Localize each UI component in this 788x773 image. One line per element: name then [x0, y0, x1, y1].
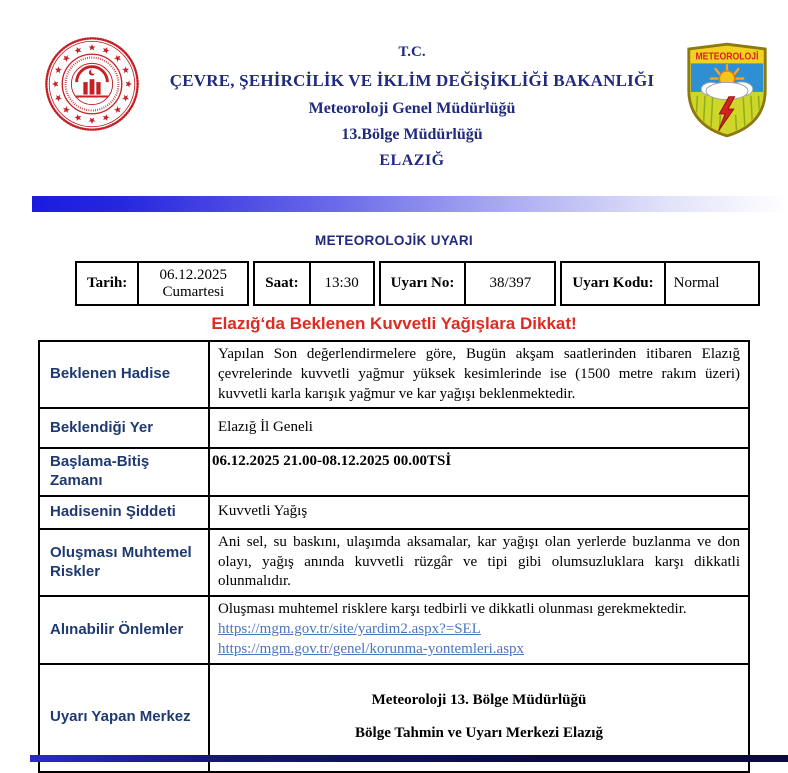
row-label: Başlama-Bitiş Zamanı [40, 449, 210, 495]
table-row-beklendigi-yer [40, 409, 748, 449]
header-tc: T.C. [398, 44, 426, 60]
ministry-emblem-icon [44, 36, 140, 137]
mgm-yardim-link[interactable]: https://mgm.gov.tr/site/yardim2.aspx?=SEL [218, 621, 481, 638]
bottom-gradient-bar [30, 755, 788, 762]
header-region-directorate: 13.Bölge Müdürlüğü [341, 126, 483, 143]
section-title: METEOROLOJİK UYARI [315, 233, 473, 248]
table-row-beklenen-hadise [40, 342, 748, 409]
row-value: Yapılan Son değerlendirmelere göre, Bugün akşam saatlerinden itibaren Elazığ çevrelerinde kuvvetli yağmur yüksek kesimlerinde ise (1500 metre rakım üzeri) kuvvetli karla karışık yağmur ve kar yağışı beklenmektedir. [218, 346, 740, 402]
row-label: Hadisenin Şiddeti [40, 497, 210, 528]
info-box-tarih [75, 261, 249, 306]
row-value: Kuvvetli Yağış [218, 503, 308, 520]
info-bar [75, 261, 745, 306]
info-box-uyari-no [379, 261, 557, 306]
tarih-label: Tarih: [77, 263, 139, 304]
meteoroloji-logo-text: METEOROLOJİ [695, 50, 770, 63]
merkez-line2: Bölge Tahmin ve Uyarı Merkezi Elazığ [355, 725, 603, 742]
row-label: Uyarı Yapan Merkez [40, 665, 210, 771]
header-general-directorate: Meteoroloji Genel Müdürlüğü [308, 100, 516, 117]
tarih-value: 06.12.2025 Cumartesi [159, 267, 228, 300]
saat-value: 13:30 [324, 275, 359, 292]
row-label: Beklendiği Yer [40, 409, 210, 447]
uyari-no-label: Uyarı No: [381, 263, 467, 304]
row-value: Elazığ İl Geneli [218, 419, 313, 436]
saat-label: Saat: [255, 263, 310, 304]
table-row-alinabilir-onlemler [40, 597, 748, 664]
meteoroloji-logo-icon [684, 36, 770, 145]
header-city: ELAZIĞ [379, 152, 445, 169]
merkez-line1: Meteoroloji 13. Bölge Müdürlüğü [371, 692, 587, 709]
header-ministry: ÇEVRE, ŞEHİRCİLİK VE İKLİM DEĞİŞİKLİĞİ BAKANLIĞI [169, 71, 655, 90]
uyari-kodu-value: Normal [673, 275, 720, 292]
document-header [0, 0, 788, 170]
alert-title: Elazığ‘da Beklenen Kuvvetli Yağışlara Dikkat! [211, 314, 577, 333]
uyari-kodu-label: Uyarı Kodu: [562, 263, 665, 304]
mgm-korunma-link[interactable]: https://mgm.gov.tr/genel/korunma-yontemleri.aspx [218, 640, 525, 657]
info-box-uyari-kodu [560, 261, 759, 306]
row-value: Ani sel, su baskını, ulaşımda aksamalar, kar yağışı olan yerlerde buzlanma ve don olayı, yağış anında kuvvetli rüzgâr ve tipi gibi olumsuzluklara karşı dikkatli olunmalıdır. [218, 533, 740, 590]
table-row-baslama-bitis [40, 449, 748, 497]
info-box-saat [253, 261, 374, 306]
row-label: Beklenen Hadise [40, 342, 210, 407]
row-value [210, 597, 748, 662]
uyari-no-value: 38/397 [489, 275, 532, 292]
table-row-muhtemel-riskler [40, 530, 748, 597]
ministry-emblem-svg [44, 36, 140, 132]
onlemler-text: Oluşması muhtemel risklere karşı tedbirli ve dikkatli olunması gerekmektedir. [218, 601, 687, 618]
meteoroloji-logo-svg [684, 42, 770, 140]
header-titles [140, 36, 684, 170]
top-gradient-bar [32, 196, 788, 212]
warning-table [38, 340, 750, 773]
row-label: Alınabilir Önlemler [40, 597, 210, 662]
row-value: 06.12.2025 21.00-08.12.2025 00.00TSİ [212, 453, 452, 470]
row-label: Oluşması Muhtemel Riskler [40, 530, 210, 595]
table-row-hadisenin-siddeti [40, 497, 748, 530]
